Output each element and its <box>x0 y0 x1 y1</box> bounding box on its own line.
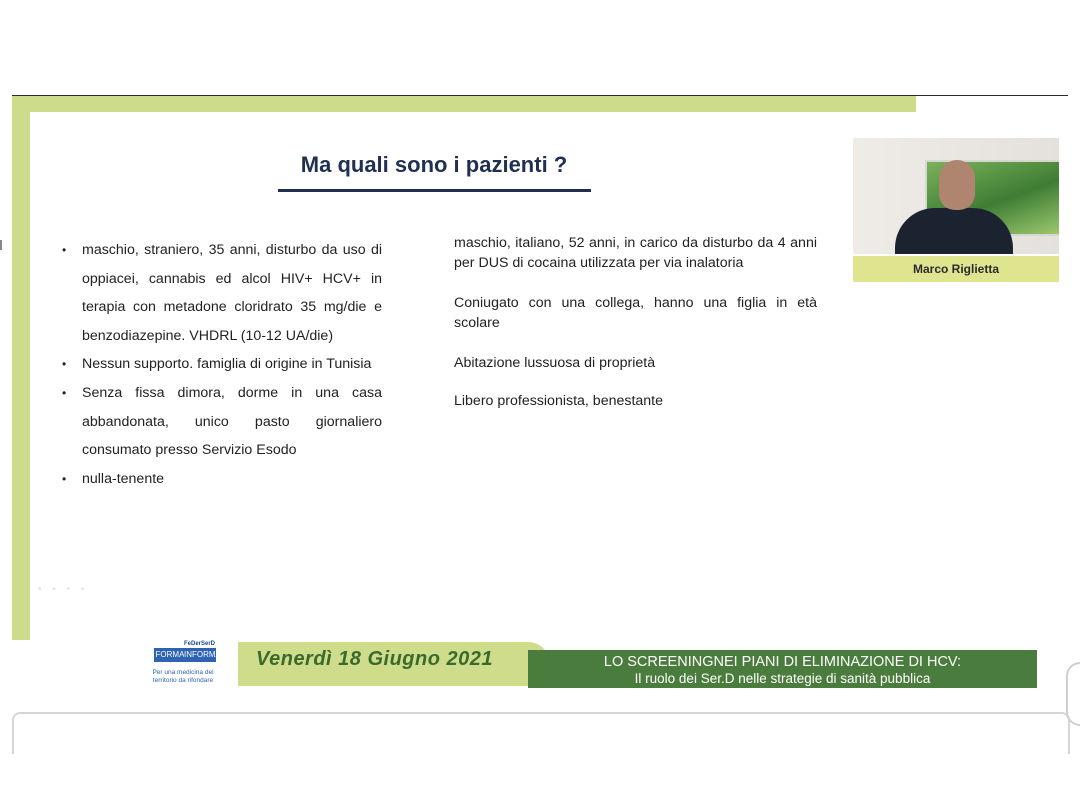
bullet-icon: • <box>62 385 67 400</box>
left-bullet-list <box>62 236 382 493</box>
logo-tagline: Per una medicina del territorio da rifondare <box>152 669 214 684</box>
bullet-icon: • <box>62 357 67 372</box>
bullet-item: • nulla-tenente <box>62 465 382 494</box>
patient-job: Libero professionista, benestante <box>454 393 664 409</box>
title-underline <box>278 189 591 192</box>
event-title-line2: Il ruolo dei Ser.D nelle strategie di sanità pubblica <box>634 671 931 686</box>
speaker-name-label: Marco Riglietta <box>853 256 1059 282</box>
bullet-item: • Senza fissa dimora, dorme in una casa abbandonata, unico pasto giornaliero consumato presso Servizio Esodo <box>62 379 382 465</box>
speaker-video[interactable] <box>853 138 1059 254</box>
logo-informa: INFORMA <box>184 648 216 662</box>
right-column <box>454 233 817 411</box>
date-banner <box>238 642 550 686</box>
edge-marker <box>0 240 2 250</box>
bullet-item: • Nessun supporto. famiglia di origine in Tunisia <box>62 350 382 379</box>
event-title-banner <box>528 650 1037 688</box>
federserd-logo <box>140 643 226 687</box>
logo-federserd-text: FeDerSerD <box>184 641 216 647</box>
faint-dots: • • • • <box>38 584 89 595</box>
side-panel-handle[interactable] <box>1066 662 1080 726</box>
bullet-item: • maschio, straniero, 35 anni, disturbo da uso di oppiacei, cannabis ed alcol HIV+ HCV+ in terapia con metadone cloridrato 35 mg/die e benzodiazepine. VHDRL (10-12 UA/die) <box>62 236 382 350</box>
patient-housing: Abitazione lussuosa di proprietà <box>454 355 656 371</box>
slide-top-accent <box>12 96 916 112</box>
slide-title: Ma quali sono i pazienti ? <box>300 152 568 177</box>
bullet-icon: • <box>62 243 67 257</box>
bullet-icon: • <box>62 471 67 486</box>
logo-forma: FORMA <box>154 648 186 662</box>
patient-family: Coniugato con una collega, hanno una figlia in età scolare <box>454 295 817 331</box>
event-date: Venerdì 18 Giugno 2021 <box>256 648 494 670</box>
event-title-line1: LO SCREENINGNEI PIANI DI ELIMINAZIONE DI HCV: <box>603 654 962 670</box>
bottom-panel <box>12 712 1070 754</box>
speaker-head <box>939 160 975 210</box>
patient-description: maschio, italiano, 52 anni, in carico da disturbo da 4 anni per DUS di cocaina utilizzata per via inalatoria <box>454 235 817 271</box>
speaker-body <box>895 208 1013 254</box>
slide-left-accent <box>12 96 30 640</box>
